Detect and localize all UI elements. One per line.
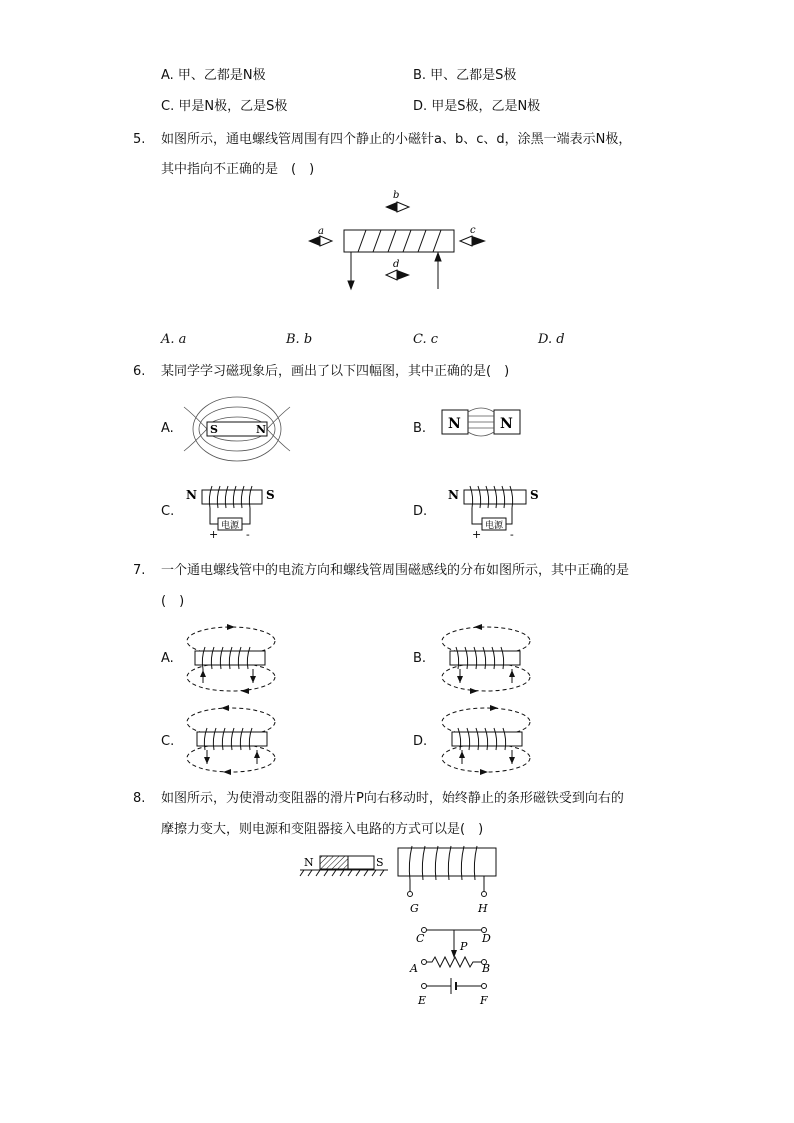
svg-text:+: + — [209, 528, 219, 541]
q4-option-a[interactable]: A. 甲、乙都是N极 — [161, 68, 266, 83]
q6-figure-c — [186, 482, 282, 540]
ground-surface — [300, 870, 388, 876]
svg-text:A: A — [410, 962, 418, 975]
bar-magnet — [304, 856, 384, 869]
svg-text:S: S — [530, 488, 539, 502]
q5-option-b[interactable]: B. b — [286, 332, 313, 347]
q6-option-d[interactable]: D. — [413, 504, 428, 519]
q7-figure-a — [183, 625, 279, 695]
q4-option-b[interactable]: B. 甲、乙都是S极 — [413, 68, 517, 83]
q8-stem-line1: 如图所示，为使滑动变阻器的滑片P向右移动时，始终静止的条形磁铁受到向右的 — [161, 791, 624, 806]
q6-option-b[interactable]: B. — [413, 421, 427, 436]
label-c: c — [470, 225, 476, 236]
q7-option-b[interactable]: B. — [413, 651, 427, 666]
svg-text:G: G — [410, 902, 419, 915]
svg-text:E: E — [418, 994, 427, 1007]
q7-figure-d — [438, 706, 534, 776]
q5-option-a[interactable]: A. a — [161, 332, 187, 347]
label-d: d — [393, 259, 400, 270]
q8-stem-line2: 摩擦力变大，则电源和变阻器接入电路的方式可以是( ) — [161, 822, 484, 837]
q7-figure-c — [183, 706, 279, 776]
svg-text:N: N — [186, 488, 197, 502]
q6-option-a[interactable]: A. — [161, 421, 174, 436]
q5-option-d[interactable]: D. d — [538, 332, 565, 347]
svg-text:-: - — [246, 528, 250, 541]
q5-option-c[interactable]: C. c — [413, 332, 439, 347]
svg-text:H: H — [478, 902, 488, 915]
q6-figure-b — [440, 402, 522, 444]
svg-text:电源: 电源 — [221, 521, 240, 531]
svg-text:电源: 电源 — [485, 521, 504, 531]
svg-text:S: S — [376, 856, 384, 869]
svg-text:S: S — [266, 488, 275, 502]
q4-option-c[interactable]: C. 甲是N极，乙是S极 — [161, 99, 288, 114]
svg-text:D: D — [482, 932, 491, 945]
q4-option-d[interactable]: D. 甲是S极，乙是N极 — [413, 99, 541, 114]
q7-option-a[interactable]: A. — [161, 651, 174, 666]
q7-number: 7. — [133, 563, 146, 578]
svg-text:N: N — [256, 423, 267, 436]
svg-text:N: N — [304, 856, 314, 869]
q6-option-c[interactable]: C. — [161, 504, 175, 519]
svg-text:P: P — [460, 940, 468, 953]
q7-stem-line2: ( ) — [161, 594, 185, 609]
svg-text:F: F — [480, 994, 488, 1007]
q7-stem-line1: 一个通电螺线管中的电流方向和螺线管周围磁感线的分布如图所示，其中正确的是 — [161, 563, 630, 578]
svg-text:N: N — [500, 416, 513, 432]
label-b: b — [393, 190, 400, 201]
svg-text:C: C — [416, 932, 425, 945]
leads — [348, 252, 441, 289]
q5-stem-line2: 其中指向不正确的是 ( ) — [161, 162, 315, 177]
q5-stem-line1: 如图所示，通电螺线管周围有四个静止的小磁针a、b、c、d，涂黑一端表示N极， — [161, 132, 632, 147]
svg-text:-: - — [510, 528, 514, 541]
q6-figure-d — [448, 482, 544, 540]
q6-stem: 某同学学习磁现象后，画出了以下四幅图，其中正确的是( ) — [161, 364, 510, 379]
svg-text:B: B — [482, 962, 491, 975]
svg-text:+: + — [472, 528, 482, 541]
needle-b-icon — [385, 202, 409, 212]
needle-c-icon — [460, 236, 486, 246]
svg-text:S: S — [210, 423, 218, 436]
needle-d-icon — [386, 270, 410, 280]
q8-circuit-figure — [298, 846, 508, 1011]
q7-figure-b — [438, 625, 534, 695]
q6-figure-a — [182, 393, 292, 465]
svg-text:N: N — [448, 488, 459, 502]
q8-number: 8. — [133, 791, 146, 806]
label-a: a — [318, 226, 324, 237]
q5-solenoid-figure — [300, 185, 500, 295]
q6-number: 6. — [133, 364, 146, 379]
q5-number: 5. — [133, 132, 146, 147]
svg-text:N: N — [448, 416, 461, 432]
q7-option-c[interactable]: C. — [161, 734, 175, 749]
q7-option-d[interactable]: D. — [413, 734, 428, 749]
needle-a-icon — [308, 236, 332, 246]
